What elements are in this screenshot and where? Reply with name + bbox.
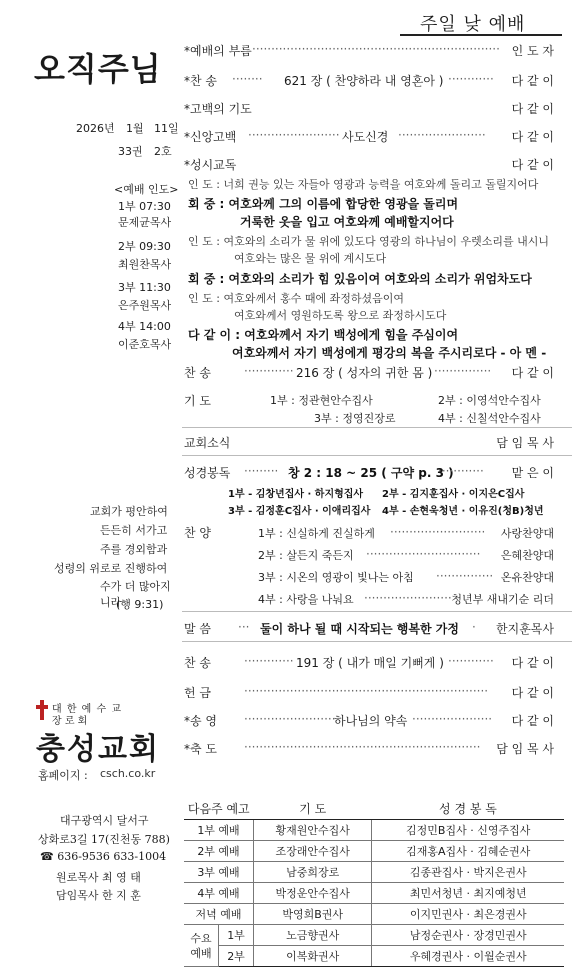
prayer-part-4: 4부 : 신칠석안수집사 xyxy=(438,412,541,425)
col-header: 성 경 봉 독 xyxy=(372,798,564,820)
issue: 2호 xyxy=(154,145,172,158)
order-who: 인 도 자 xyxy=(511,44,554,58)
verse-reference: (행 9:31) xyxy=(116,598,164,611)
order-label: 찬 송 xyxy=(184,366,211,380)
col-header: 다음주 예고 xyxy=(184,798,254,820)
order-label: *성시교독 xyxy=(184,158,237,172)
table-row: 1부 예배 황재원안수집사 김정민B집사 · 신영주집사 xyxy=(184,820,564,841)
date-day: 11일 xyxy=(154,122,179,135)
order-who: 다 같 이 xyxy=(511,130,554,144)
leader-time-4: 4부 14:00 xyxy=(118,320,171,333)
table-row: 3부 예배 남중희장로 김종관집사 · 박지은권사 xyxy=(184,862,564,883)
hymn-3-title: 191 장 ( 내가 매일 기뻐게 ) xyxy=(296,656,444,670)
order-label: *고백의 기도 xyxy=(184,102,252,116)
leader-time-1: 1부 07:30 xyxy=(118,200,171,213)
service-title: 주일 낮 예배 xyxy=(420,14,526,35)
reader-4: 4부 - 손현욱청년 · 이유진(청B)청년 xyxy=(382,506,544,517)
order-who: 담 임 목 사 xyxy=(496,436,554,450)
verse-line-3: 주를 경외함과 xyxy=(100,543,168,556)
leader-name-1: 문제균목사 xyxy=(118,216,172,229)
sermon-title: 둘이 하나 될 때 시작되는 행복한 가정 xyxy=(260,622,459,636)
leader-time-2: 2부 09:30 xyxy=(118,240,171,253)
order-who: 다 같 이 xyxy=(511,366,554,380)
order-label: 성경봉독 xyxy=(184,466,231,480)
scripture-ref: 창 2 : 18 ~ 25 ( 구약 p. 3 ) xyxy=(288,466,454,480)
senior-pastor: 담임목사 한 지 훈 xyxy=(56,889,141,902)
reading-line-10: 여호와께서 자기 백성에게 평강의 복을 주시리로다 - 아 멘 - xyxy=(232,346,547,360)
church-name: 충성교회 xyxy=(36,732,160,767)
doxology-title: 하나님의 약속 xyxy=(334,714,408,728)
reading-line-8: 여호와께서 영원하도록 왕으로 좌정하시도다 xyxy=(234,309,447,322)
reader-3: 3부 - 김정훈C집사 · 이애리집사 xyxy=(228,506,371,517)
leader-time-3: 3부 11:30 xyxy=(118,281,171,294)
next-week-table xyxy=(184,798,564,967)
verse-line-1: 교회가 평안하여 xyxy=(90,505,168,518)
reading-line-3: 거룩한 옷을 입고 여호와께 예배할지어다 xyxy=(240,215,454,229)
hymn-2-title: 216 장 ( 성자의 귀한 몸 ) xyxy=(296,366,433,380)
bulletin-title: 오직주님 xyxy=(34,50,162,88)
reading-line-2: 회 중 : 여호와께 그의 이름에 합당한 영광을 돌리며 xyxy=(188,197,459,211)
worship-leaders-title: <예배 인도> xyxy=(114,183,179,196)
col-header: 기 도 xyxy=(254,798,372,820)
reader-2: 2부 - 김지훈집사 · 이지은C집사 xyxy=(382,489,525,500)
wed-label: 수요 예배 xyxy=(184,925,219,967)
leader-name-2: 최원찬목사 xyxy=(118,258,172,271)
pastor-emeritus: 원로목사 최 영 태 xyxy=(56,871,141,884)
logo-text-top: 대 한 예 수 교 xyxy=(52,704,123,715)
table-row: 저녁 예배 박영희B권사 이지민권사 · 최은경권사 xyxy=(184,904,564,925)
order-label: *신앙고백 xyxy=(184,130,237,144)
order-label: 말 씀 xyxy=(184,622,211,636)
title-underline xyxy=(400,34,562,36)
reading-line-9: 다 같 이 : 여호와께서 자기 백성에게 힘을 주심이여 xyxy=(188,328,459,342)
order-label: *찬 송 xyxy=(184,74,217,88)
date-month: 1월 xyxy=(126,122,144,135)
verse-line-4: 성령의 위로로 진행하여 xyxy=(54,562,168,575)
prayer-part-3: 3부 : 정영진장로 xyxy=(314,412,396,425)
address-line-2: 상화로3길 17(진천동 788) xyxy=(38,833,170,846)
reader-1: 1부 - 김창년집사 · 하지형집사 xyxy=(228,489,364,500)
leader-name-4: 이준호목사 xyxy=(118,338,172,351)
phone: ☎ 636-9536 633-1004 xyxy=(40,850,167,863)
order-label: *예배의 부름 xyxy=(184,44,252,58)
prayer-part-1: 1부 : 정관현안수집사 xyxy=(270,394,373,407)
divider xyxy=(182,611,572,612)
reading-line-6: 회 중 : 여호와의 소리가 힘 있음이여 여호와의 소리가 위엄차도다 xyxy=(188,272,532,286)
reading-line-4: 인 도 : 여호와의 소리가 물 위에 있도다 영광의 하나님이 우렛소리를 내시니 xyxy=(188,235,549,248)
order-label: *송 영 xyxy=(184,714,217,728)
reading-line-1: 인 도 : 너희 권능 있는 자들아 영광과 능력을 여호와께 돌리고 돌릴지어다 xyxy=(188,178,539,191)
verse-line-5: 수가 더 많아지니라 xyxy=(100,580,171,609)
table-header-row xyxy=(184,798,564,820)
order-who: 다 같 이 xyxy=(511,102,554,116)
order-label: 찬 송 xyxy=(184,656,211,670)
order-label: *축 도 xyxy=(184,742,217,756)
reading-line-5: 여호와는 많은 물 위에 계시도다 xyxy=(234,252,387,265)
homepage-link[interactable]: csch.co.kr xyxy=(100,767,156,780)
order-label: 헌 금 xyxy=(184,686,211,700)
left-column xyxy=(0,0,180,961)
verse-line-2: 든든히 서가고 xyxy=(100,524,168,537)
date-year: 2026년 xyxy=(76,122,115,135)
table-row: 2부 이복화권사 우혜경권사 · 이월순권사 xyxy=(184,946,564,967)
order-who: 다 같 이 xyxy=(511,74,554,88)
cross-logo-icon xyxy=(36,700,48,720)
divider xyxy=(182,427,572,428)
order-label: 교회소식 xyxy=(184,436,231,450)
order-who: 한지훈목사 xyxy=(496,622,554,636)
hymn-1-title: 621 장 ( 찬양하라 내 영혼아 ) xyxy=(284,74,444,88)
logo-text-bottom: 장 로 회 xyxy=(52,716,88,727)
order-label: 찬 양 xyxy=(184,526,211,540)
table-row: 2부 예배 조장래안수집사 김재홍A집사 · 김혜순권사 xyxy=(184,841,564,862)
address-line-1: 대구광역시 달서구 xyxy=(60,814,149,827)
order-who: 다 같 이 xyxy=(511,656,554,670)
order-who: 담 임 목 사 xyxy=(496,742,554,756)
divider xyxy=(182,455,572,456)
creed-title: 사도신경 xyxy=(342,130,389,144)
order-who: 다 같 이 xyxy=(511,714,554,728)
table-row: 수요 예배 1부 노금향권사 남정순권사 · 장경민권사 xyxy=(184,925,564,946)
divider xyxy=(182,641,572,642)
order-label: 기 도 xyxy=(184,394,211,408)
volume: 33권 xyxy=(118,145,143,158)
table-row: 4부 예배 박정운안수집사 최민서청년 · 최지예청년 xyxy=(184,883,564,904)
reading-line-7: 인 도 : 여호와께서 홍수 때에 좌정하셨음이여 xyxy=(188,292,404,305)
leader-name-3: 은주원목사 xyxy=(118,299,172,312)
order-who: 다 같 이 xyxy=(511,158,554,172)
order-who: 다 같 이 xyxy=(511,686,554,700)
prayer-part-2: 2부 : 이영석안수집사 xyxy=(438,394,541,407)
order-who: 맡 은 이 xyxy=(511,466,554,480)
homepage-label: 홈페이지 : xyxy=(38,769,88,782)
